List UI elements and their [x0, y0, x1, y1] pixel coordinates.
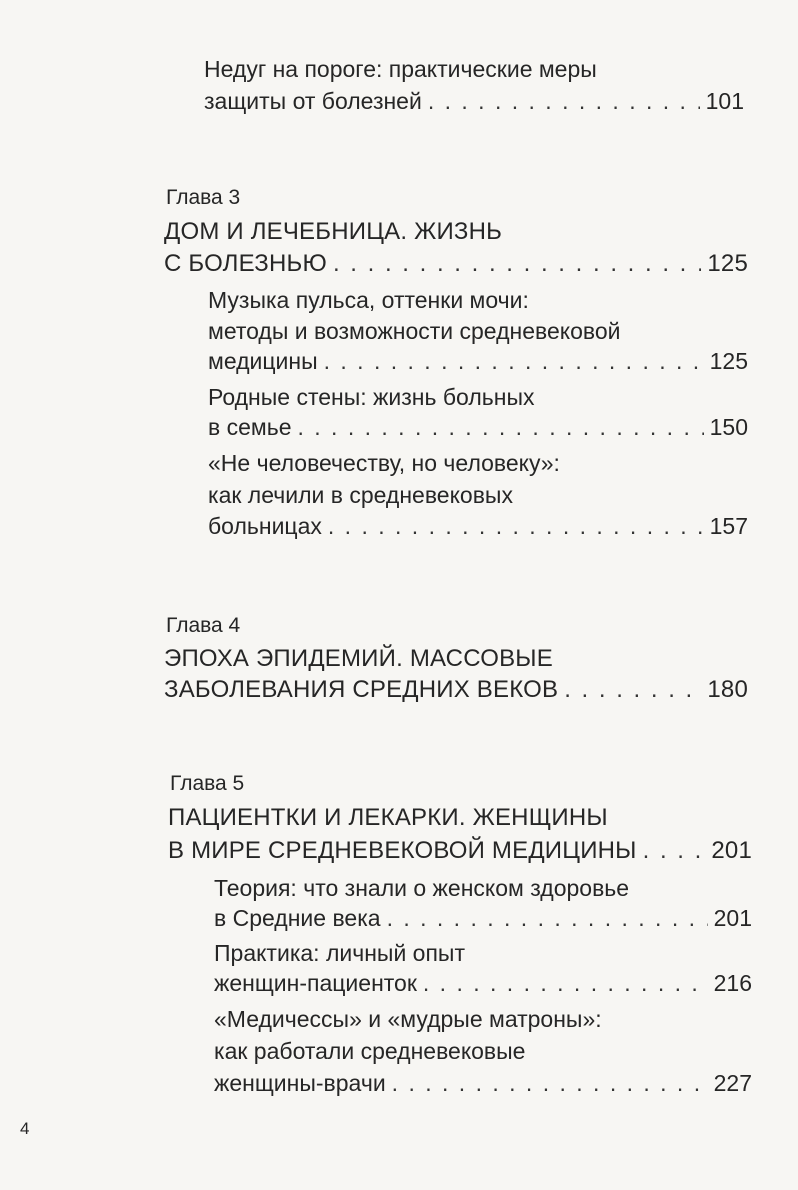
chapter-4-title-line1: ЭПОХА ЭПИДЕМИЙ. МАССОВЫЕ — [164, 645, 553, 672]
toc-entry-text: женщины-врачи — [214, 1070, 386, 1096]
dot-leader — [643, 836, 706, 866]
page-number: 201 — [713, 905, 752, 931]
page-number: 101 — [705, 88, 744, 114]
toc-entry-text: женщин-пациенток — [214, 970, 417, 996]
toc-entry-chapter-3[interactable] — [164, 249, 748, 279]
toc-entry-text: медицины — [208, 348, 318, 374]
toc-section-prev-line1: Недуг на пороге: практические меры — [204, 56, 597, 82]
toc-entry-ch5-section-2[interactable] — [214, 968, 752, 998]
page-number: 125 — [709, 348, 748, 374]
page-number: 216 — [713, 970, 752, 996]
page-number: 125 — [707, 250, 748, 277]
chapter-3-title-line1: ДОМ И ЛЕЧЕБНИЦА. ЖИЗНЬ — [164, 218, 503, 245]
toc-entry-text: В МИРЕ СРЕДНЕВЕКОВОЙ МЕДИЦИНЫ — [168, 837, 637, 864]
page-folio: 4 — [20, 1119, 30, 1138]
dot-leader — [564, 675, 701, 705]
chapter-3-label: Глава 3 — [166, 186, 241, 209]
toc-entry-text: в Средние века — [214, 905, 381, 931]
toc-entry-chapter-5[interactable] — [168, 836, 752, 866]
chapter-5-title-line1: ПАЦИЕНТКИ И ЛЕКАРКИ. ЖЕНЩИНЫ — [168, 804, 608, 831]
dot-leader — [428, 86, 700, 116]
page-number: 227 — [713, 1070, 752, 1096]
toc-entry-ch5-section-3[interactable] — [214, 1068, 752, 1098]
ch5-section-1-line1: Теория: что знали о женском здоровье — [214, 875, 630, 901]
toc-entry-ch5-section-1[interactable] — [214, 903, 752, 933]
ch3-section-1-line1: Музыка пульса, оттенки мочи: — [208, 287, 529, 313]
page-number: 157 — [709, 513, 748, 539]
dot-leader — [387, 903, 708, 933]
ch5-section-3-line1: «Медичессы» и «мудрые матроны»: — [214, 1006, 602, 1032]
toc-entry-text: ЗАБОЛЕВАНИЯ СРЕДНИХ ВЕКОВ — [164, 676, 559, 703]
toc-entry-ch3-section-1[interactable] — [208, 346, 748, 376]
page-number: 201 — [711, 837, 752, 864]
ch3-section-2-line1: Родные стены: жизнь больных — [208, 384, 535, 410]
ch3-section-1-line2: методы и возможности средневековой — [208, 318, 621, 344]
toc-entry-text: в семье — [208, 414, 292, 440]
dot-leader — [328, 511, 704, 541]
ch3-section-3-line1: «Не человечеству, но человеку»: — [208, 450, 560, 476]
toc-entry-prev-section[interactable] — [204, 86, 744, 116]
page-number: 180 — [707, 676, 748, 703]
dot-leader — [324, 346, 704, 376]
ch5-section-3-line2: как работали средневековые — [214, 1038, 526, 1064]
ch5-section-2-line1: Практика: личный опыт — [214, 940, 465, 966]
toc-entry-text: С БОЛЕЗНЬЮ — [164, 250, 327, 277]
dot-leader — [423, 968, 708, 998]
dot-leader — [333, 249, 701, 279]
toc-entry-text: защиты от болезней — [204, 88, 422, 114]
chapter-5-label: Глава 5 — [170, 772, 245, 795]
toc-entry-chapter-4[interactable] — [164, 675, 748, 705]
toc-entry-ch3-section-2[interactable] — [208, 412, 748, 442]
page-number: 150 — [709, 414, 748, 440]
dot-leader — [392, 1068, 708, 1098]
toc-entry-ch3-section-3[interactable] — [208, 511, 748, 541]
dot-leader — [298, 412, 704, 442]
ch3-section-3-line2: как лечили в средневековых — [208, 482, 513, 508]
toc-entry-text: больницах — [208, 513, 322, 539]
chapter-4-label: Глава 4 — [166, 614, 241, 637]
